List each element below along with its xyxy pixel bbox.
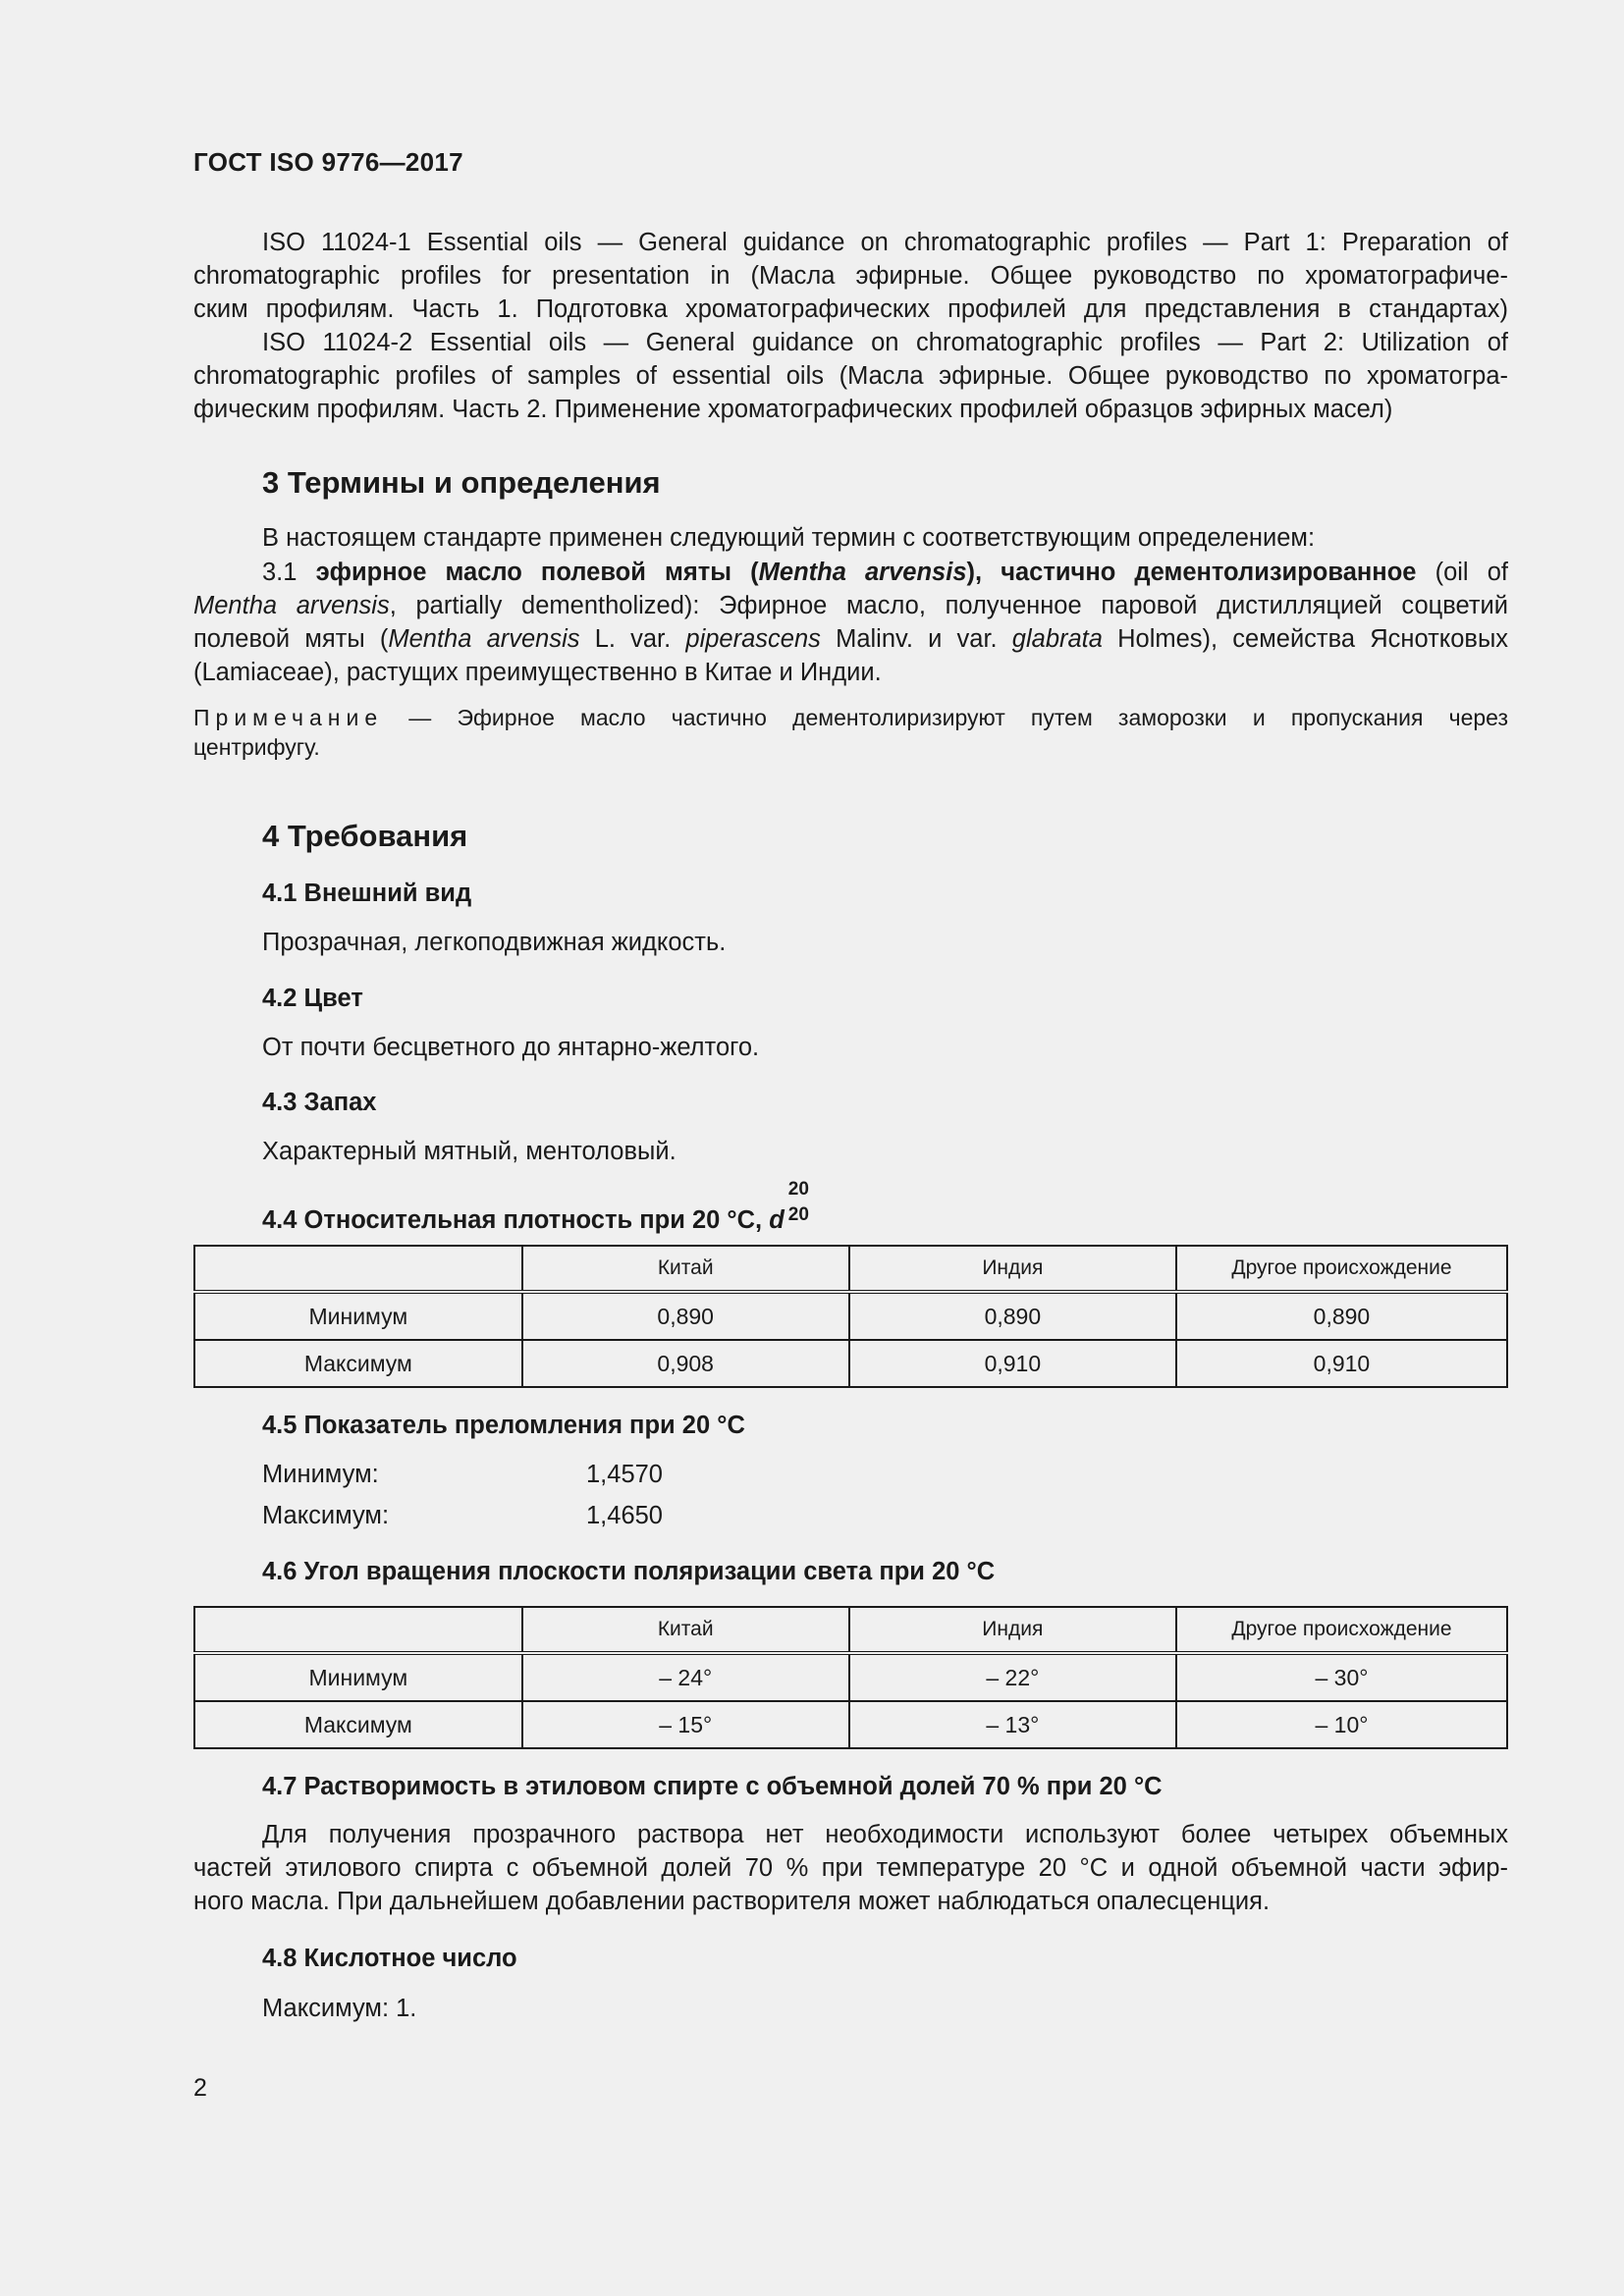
section-4-5-title: 4.5 Показатель преломления при 20 °С (262, 1412, 745, 1439)
table-row (194, 1653, 1507, 1701)
table-header-cell: Индия (849, 1607, 1176, 1653)
table-cell: – 30° (1176, 1653, 1507, 1701)
refractive-max-label: Максимум: (262, 1502, 390, 1529)
solubility-line3: ного масла. При дальнейшем добавлении растворителя может наблюдаться опалесценция. (193, 1888, 1271, 1915)
term-number: 3.1 (262, 559, 316, 586)
rotation-table (193, 1606, 1508, 1749)
section-3-intro: В настоящем стандарте применен следующий термин с соответствующим определением: (262, 524, 1316, 552)
section-4-2-title: 4.2 Цвет (262, 985, 363, 1012)
section-4-1-text: Прозрачная, легкоподвижная жидкость. (262, 929, 727, 956)
table-cell: 0,890 (849, 1292, 1176, 1340)
note-text-2: центрифугу. (193, 734, 320, 760)
term-3-1 (193, 556, 1508, 689)
ref1-line2: chromatographic profiles for presentation in (Масла эфирные. Общее руководство по хроматографиче- (193, 262, 1508, 290)
table-header-row (194, 1607, 1507, 1653)
table-row (194, 1340, 1507, 1387)
term-italic-5: glabrata (1011, 625, 1103, 653)
refractive-min-label: Минимум: (262, 1461, 379, 1488)
ref1-line1: ISO 11024-1 Essential oils — General guidance on chromatographic profiles — Part 1: Preparation of (262, 229, 1508, 256)
note-label: Примечание (193, 705, 384, 730)
density-subscript: 20 (787, 1204, 809, 1225)
term-rest-2: , partially dementholized): Эфирное масло, полученное паровой дистилляцией соцветий (389, 592, 1509, 619)
term-italic-4: piperascens (685, 625, 821, 653)
section-4-heading: 4 Требования (262, 819, 468, 853)
table-header-cell: Индия (849, 1246, 1176, 1292)
section-4-4-title-text: 4.4 Относительная плотность при 20 °С, (262, 1206, 770, 1234)
section-4-3-title: 4.3 Запах (262, 1089, 377, 1116)
term-rest-3b: L. var. (579, 625, 686, 653)
table-cell: Минимум (194, 1292, 522, 1340)
section-3-heading: 3 Термины и определения (262, 465, 661, 500)
section-4-8-text: Максимум: 1. (262, 1995, 417, 2022)
term-bold-1: эфирное масло полевой мяты ( (315, 559, 759, 586)
page-number: 2 (193, 2074, 207, 2102)
section-4-2-text: От почти бесцветного до янтарно-желтого. (262, 1034, 760, 1061)
term-rest-3a: полевой мяты ( (193, 625, 389, 653)
solubility-line1: Для получения прозрачного раствора нет необходимости используют более четырех объемных (262, 1821, 1508, 1848)
ref1-line3: ским профилям. Часть 1. Подготовка хроматографических профилей для представления в стандартах) (193, 295, 1508, 323)
table-cell: – 13° (849, 1701, 1176, 1748)
section-4-1-title: 4.1 Внешний вид (262, 880, 472, 907)
section-4-8-title: 4.8 Кислотное число (262, 1945, 517, 1972)
table-header-cell: Китай (522, 1607, 849, 1653)
table-header-cell (194, 1607, 522, 1653)
section-3-note (193, 703, 1508, 762)
table-header-row (194, 1246, 1507, 1292)
solubility-line2: частей этилового спирта с объемной долей 70 % при температуре 20 °С и одной объемной части эфир- (193, 1854, 1508, 1882)
section-4-6-title: 4.6 Угол вращения плоскости поляризации света при 20 °С (262, 1558, 996, 1585)
document-header: ГОСТ ISO 9776—2017 (193, 147, 463, 177)
term-rest-3d: Holmes), семейства Яснотковых (1102, 625, 1509, 653)
term-rest-1: (oil of (1416, 559, 1508, 586)
table-cell: – 10° (1176, 1701, 1507, 1748)
table-cell: 0,910 (849, 1340, 1176, 1387)
table-cell: Минимум (194, 1653, 522, 1701)
table-header-cell: Другое происхождение (1176, 1246, 1507, 1292)
table-cell: Максимум (194, 1340, 522, 1387)
note-text: — Эфирное масло частично дементолиризируют путем заморозки и пропускания через (383, 705, 1508, 730)
section-4-3-text: Характерный мятный, ментоловый. (262, 1138, 677, 1165)
section-4-7-title: 4.7 Растворимость в этиловом спирте с объемной долей 70 % при 20 °С (262, 1773, 1163, 1800)
density-superscript: 20 (787, 1179, 809, 1200)
term-bold-italic: Mentha arvensis (758, 559, 967, 586)
table-cell: 0,908 (522, 1340, 849, 1387)
table-cell: – 22° (849, 1653, 1176, 1701)
term-rest-3c: Malinv. и var. (820, 625, 1012, 653)
section-4-7-text (193, 1818, 1508, 1918)
density-indices (785, 1179, 814, 1234)
table-cell: 0,890 (1176, 1292, 1507, 1340)
reference-iso-11024-2 (193, 326, 1508, 426)
table-cell: Максимум (194, 1701, 522, 1748)
term-bold-2: ), частично дементолизированное (966, 559, 1417, 586)
refractive-min-value: 1,4570 (586, 1461, 663, 1488)
table-cell: 0,890 (522, 1292, 849, 1340)
table-cell: 0,910 (1176, 1340, 1507, 1387)
reference-iso-11024-1 (193, 226, 1508, 326)
refractive-max-value: 1,4650 (586, 1502, 663, 1529)
ref2-line1: ISO 11024-2 Essential oils — General guidance on chromatographic profiles — Part 2: Utilization of (262, 329, 1508, 356)
term-rest-4: (Lamiaceae), растущих преимущественно в Китае и Индии. (193, 659, 882, 686)
table-cell: – 24° (522, 1653, 849, 1701)
table-header-cell (194, 1246, 522, 1292)
density-table (193, 1245, 1508, 1388)
section-4-4-title (262, 1179, 814, 1235)
table-row (194, 1701, 1507, 1748)
term-italic-2: Mentha arvensis (193, 592, 390, 619)
term-italic-3: Mentha arvensis (388, 625, 580, 653)
table-header-cell: Китай (522, 1246, 849, 1292)
ref2-line3: фическим профилям. Часть 2. Применение хроматографических профилей образцов эфирных масел) (193, 396, 1393, 423)
table-row (194, 1292, 1507, 1340)
table-header-cell: Другое происхождение (1176, 1607, 1507, 1653)
ref2-line2: chromatographic profiles of samples of essential oils (Масла эфирные. Общее руководство по хроматогра- (193, 362, 1508, 390)
table-cell: – 15° (522, 1701, 849, 1748)
density-symbol: d (769, 1206, 785, 1234)
